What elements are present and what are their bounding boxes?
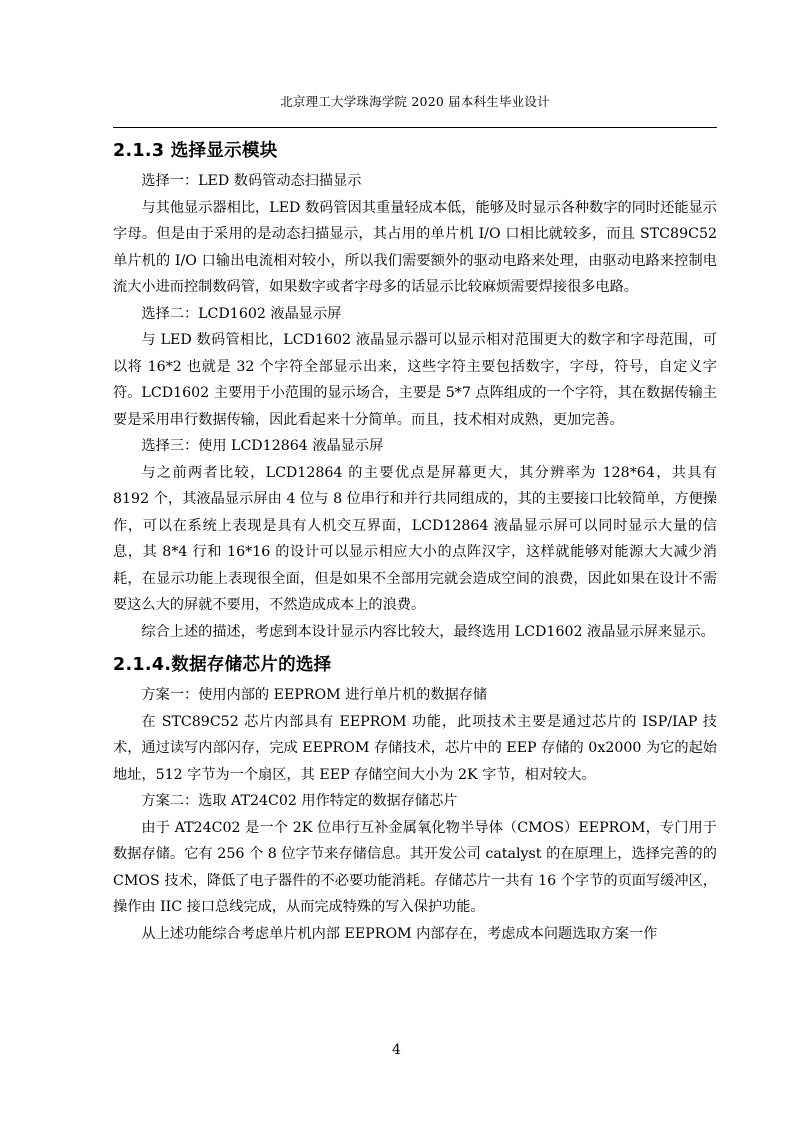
page-number: 4 bbox=[392, 1042, 401, 1058]
section-heading-2-1-3: 2.1.3 选择显示模块 bbox=[113, 141, 278, 161]
section-heading-2-1-4: 2.1.4.数据存储芯片的选择 bbox=[113, 655, 332, 675]
option-paragraph: 方案一：使用内部的 EEPROM 进行单片机的数据存储 bbox=[141, 687, 488, 703]
header-rule bbox=[113, 127, 717, 128]
body-paragraph: 与之前两者比较，LCD12864 的主要优点是屏幕更大，其分辨率为 128*64，共具有 8192 个，其液晶显示屏由 4 位与 8 位串行和并行共同组成的，其的主要接口比较简单，方便操作，可以在系统上表现是具有人机交互界面，LCD12864 液晶显示屏可以同时显示大量的信息，其 8*4 行和 16*16 的设计可以显示相应大小的点阵汉字，这样就能够对能源大大减少消耗，在显示功能上表现很全面，但是如果不全部用完就会造成空间的浪费，因此如果在设计不需要这么大的屏就不要用，不然造成成本上的浪费。 bbox=[113, 464, 717, 613]
body-paragraph: 从上述功能综合考虑单片机内部 EEPROM 内部存在，考虑成本问题选取方案一作 bbox=[141, 925, 658, 942]
option-paragraph: 选择二：LCD1602 液晶显示屏 bbox=[141, 305, 342, 322]
running-header: 北京理工大学珠海学院 2020 届本科生毕业设计 bbox=[280, 94, 550, 109]
body-paragraph: 在 STC89C52 芯片内部具有 EEPROM 功能，此项技术主要是通过芯片的 ISP/IAP 技术，通过读写内部闪存，完成 EEPROM 存储技术，芯片中的 EEP 存储的 0x2000 为它的起始地址，512 字节为一个扇区，其 EEP 存储空间大小为 2K 字节，相对较大。 bbox=[113, 713, 717, 783]
body-paragraph: 由于 AT24C02 是一个 2K 位串行互补金属氧化物半导体（CMOS）EEPROM，专门用于数据存储。它有 256 个 8 位字节来存储信息。其开发公司 catalyst 的在原理上，选择完善的的 CMOS 技术，降低了电子器件的不必要功能消耗。存储芯片一共有 16 个字节的页面写缓冲区，操作由 IIC 接口总线完成，从而完成特殊的写入保护功能。 bbox=[113, 819, 717, 915]
body-paragraph: 与 LED 数码管相比，LCD1602 液晶显示器可以显示相对范围更大的数字和字母范围，可以将 16*2 也就是 32 个字符全部显示出来，这些字符主要包括数字，字母，符号，自定义字符。LCD1602 主要用于小范围的显示场合，主要是 5*7 点阵组成的一个字符，其在数据传输主要是采用串行数据传输，因此看起来十分简单。而且，技术相对成熟，更加完善。 bbox=[113, 332, 717, 428]
option-paragraph: 选择一：LED 数码管动态扫描显示 bbox=[141, 173, 362, 189]
option-paragraph: 方案二：选取 AT24C02 用作特定的数据存储芯片 bbox=[141, 793, 458, 809]
body-paragraph: 与其他显示器相比，LED 数码管因其重量轻成本低，能够及时显示各种数字的同时还能显示字母。但是由于采用的是动态扫描显示，其占用的单片机 I/O 口相比就较多，而且 STC89C52 单片机的 I/O 口输出电流相对较小，所以我们需要额外的驱动电路来处理，由驱动电路来控制电流大小进而控制数码管，如果数字或者字母多的话显示比较麻烦需要焊接很多电路。 bbox=[113, 199, 717, 295]
option-paragraph: 选择三：使用 LCD12864 液晶显示屏 bbox=[141, 438, 384, 454]
page-content bbox=[113, 134, 717, 947]
body-paragraph: 综合上述的描述，考虑到本设计显示内容比较大，最终选用 LCD1602 液晶显示屏来显示。 bbox=[141, 623, 715, 640]
